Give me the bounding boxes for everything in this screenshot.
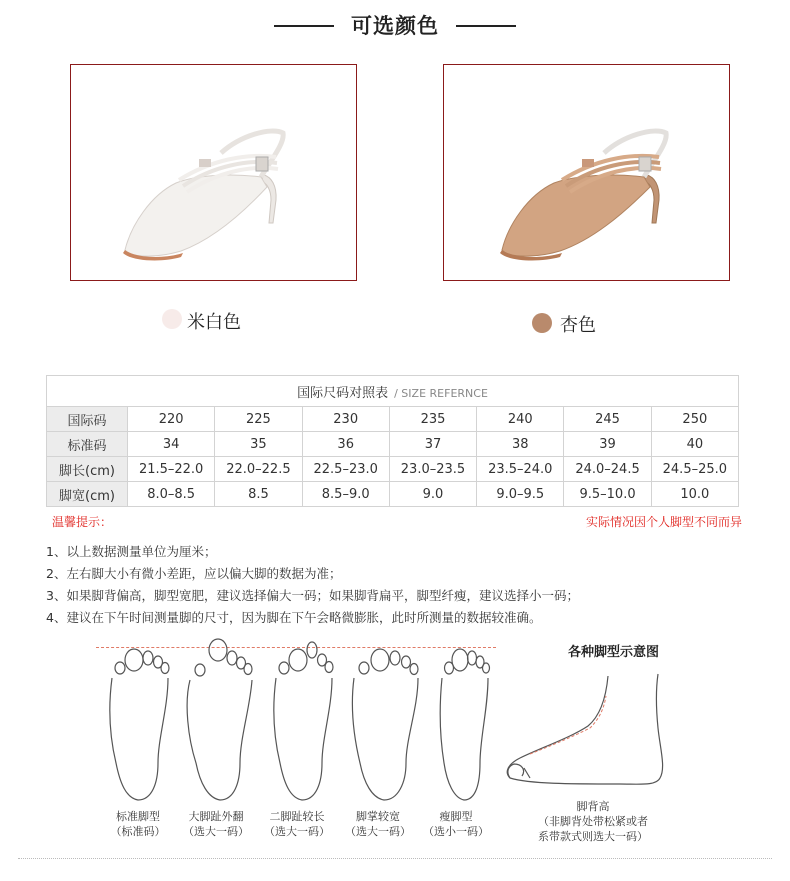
bottom-divider [18, 858, 772, 859]
foot-type-advice: （选小一码） [423, 825, 489, 838]
size-chart-title: 国际尺码对照表 [297, 385, 389, 401]
shoe-cream-illustration [71, 65, 356, 280]
foot-type-advice: （选大一码） [183, 825, 249, 838]
foot-type-caption [414, 809, 498, 839]
row-label: 脚宽(cm) [47, 482, 128, 507]
size-cell: 9.0–9.5 [477, 482, 564, 507]
row-label: 国际码 [47, 407, 128, 432]
foot-outlines-diagram [96, 638, 496, 808]
size-cell: 8.5–9.0 [302, 482, 389, 507]
foot-type-name: 二脚趾较长 [269, 810, 325, 823]
shoe-apricot-illustration [444, 65, 729, 280]
instep-side-diagram [500, 668, 680, 798]
size-row-international [47, 407, 739, 432]
size-cell: 24.5–25.0 [651, 457, 738, 482]
size-chart-table [46, 375, 739, 507]
product-image-cream[interactable] [70, 64, 357, 281]
size-cell: 9.5–10.0 [564, 482, 651, 507]
size-row-standard [47, 432, 739, 457]
size-cell: 37 [389, 432, 476, 457]
foot-type-caption [338, 809, 418, 839]
foot-type-caption [257, 809, 337, 839]
size-cell: 35 [215, 432, 302, 457]
size-cell: 8.5 [215, 482, 302, 507]
size-cell: 9.0 [389, 482, 476, 507]
row-label: 标准码 [47, 432, 128, 457]
tips-label: 温馨提示： [52, 515, 113, 529]
foot-type-advice: （选大一码） [264, 825, 330, 838]
size-cell: 245 [564, 407, 651, 432]
size-chart-subtitle: / SIZE REFERNCE [394, 386, 488, 400]
tip-item: 1、以上数据测量单位为厘米； [46, 544, 217, 559]
tip-item: 2、左右脚大小有微小差距，应以偏大脚的数据为准； [46, 566, 342, 581]
tip-item: 4、建议在下午时间测量脚的尺寸，因为脚在下午会略微膨胀，此时所测量的数据较准确。 [46, 610, 542, 625]
foot-type-caption [98, 809, 178, 839]
color-label-apricot: 杏色 [560, 315, 596, 336]
instep-caption [528, 799, 658, 844]
foot-type-name: 大脚趾外翻 [188, 810, 244, 823]
size-cell: 21.5–22.0 [128, 457, 215, 482]
color-swatch-apricot[interactable] [532, 313, 552, 333]
size-cell: 40 [651, 432, 738, 457]
size-cell: 23.5–24.0 [477, 457, 564, 482]
tip-item: 3、如果脚背偏高，脚型宽肥，建议选择偏大一码；如果脚背扁平，脚型纤瘦，建议选择小一码； [46, 588, 579, 603]
size-chart-title-cell [47, 376, 739, 407]
foot-type-advice: （标准码） [110, 825, 166, 838]
foot-type-name: 瘦脚型 [439, 810, 473, 823]
color-swatch-cream[interactable] [162, 309, 182, 329]
size-cell: 24.0–24.5 [564, 457, 651, 482]
section-title: 可选颜色 [351, 14, 439, 38]
foot-types-title: 各种脚型示意图 [568, 645, 660, 660]
size-cell: 235 [389, 407, 476, 432]
size-cell: 225 [215, 407, 302, 432]
row-label: 脚长(cm) [47, 457, 128, 482]
color-label-cream: 米白色 [187, 312, 241, 333]
size-cell: 38 [477, 432, 564, 457]
size-cell: 22.0–22.5 [215, 457, 302, 482]
size-cell: 250 [651, 407, 738, 432]
foot-type-name: 标准脚型 [116, 810, 160, 823]
instep-advice-line2: 系带款式则选大一码） [538, 830, 648, 843]
size-cell: 230 [302, 407, 389, 432]
foot-type-caption [176, 809, 256, 839]
size-row-foot-width [47, 482, 739, 507]
foot-type-advice: （选大一码） [345, 825, 411, 838]
size-cell: 34 [128, 432, 215, 457]
size-cell: 10.0 [651, 482, 738, 507]
header-line-right [456, 25, 516, 27]
instep-name: 脚背高 [576, 800, 610, 813]
size-cell: 23.0–23.5 [389, 457, 476, 482]
size-cell: 39 [564, 432, 651, 457]
size-cell: 8.0–8.5 [128, 482, 215, 507]
size-cell: 22.5–23.0 [302, 457, 389, 482]
foot-type-name: 脚掌较宽 [356, 810, 400, 823]
size-cell: 36 [302, 432, 389, 457]
instep-advice-line1: （非脚背处带松紧或者 [538, 815, 648, 828]
product-image-apricot[interactable] [443, 64, 730, 281]
size-cell: 240 [477, 407, 564, 432]
tips-note: 实际情况因个人脚型不同而异 [585, 515, 742, 529]
size-cell: 220 [128, 407, 215, 432]
size-row-foot-length [47, 457, 739, 482]
